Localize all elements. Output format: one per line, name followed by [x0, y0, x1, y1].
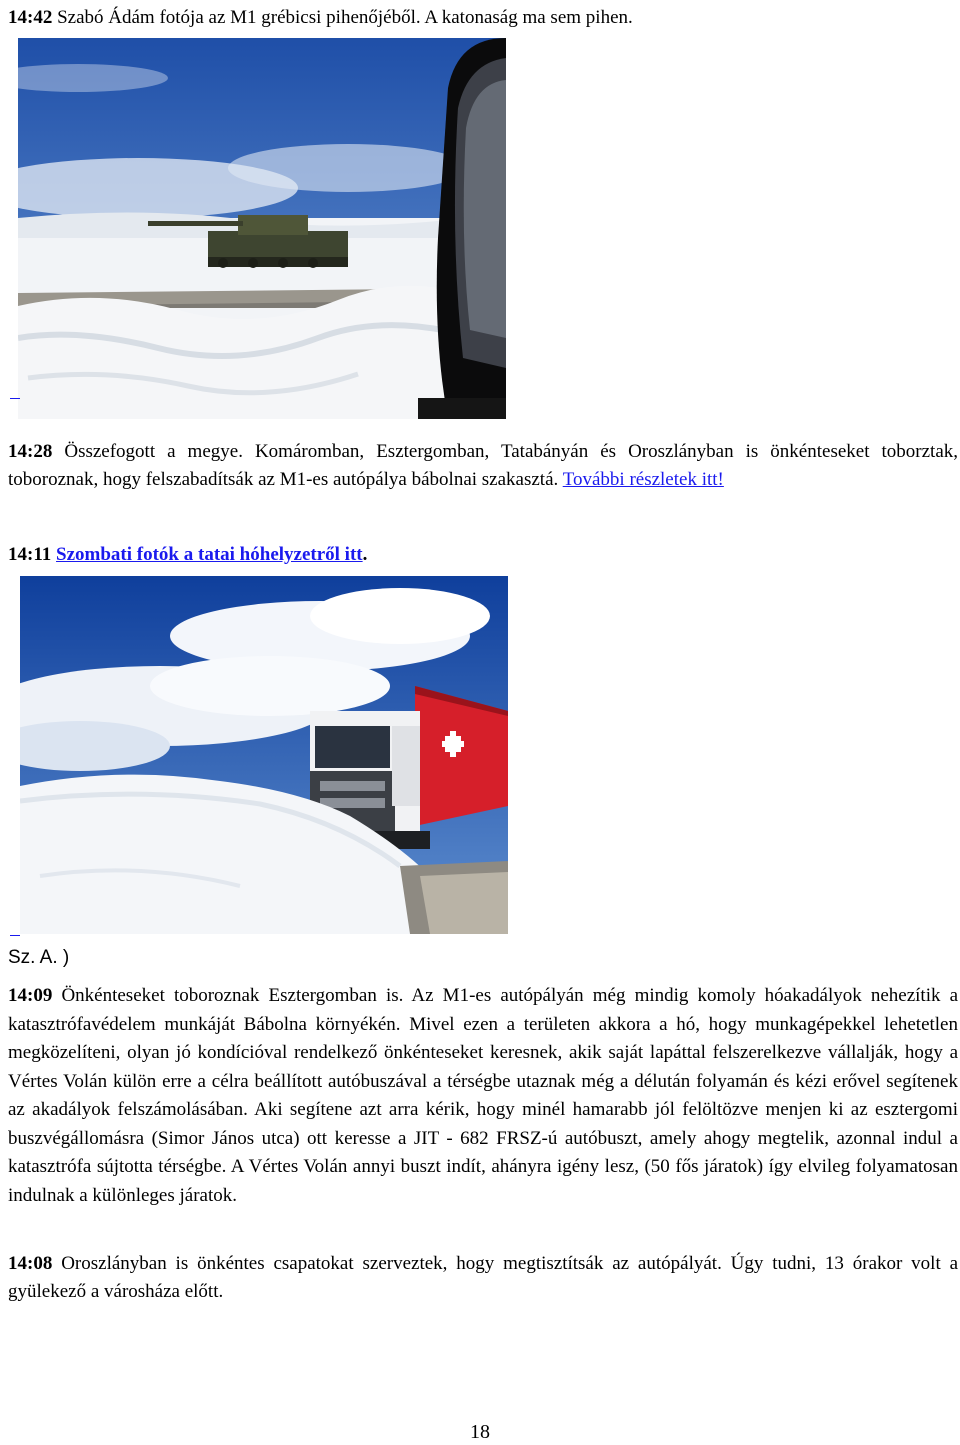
entry-1411: 14:11 Szombati fotók a tatai hóhelyzetről itt.	[8, 544, 368, 565]
entry-1442	[8, 5, 633, 31]
entry-1408	[8, 1250, 958, 1306]
entry-1428	[8, 438, 958, 494]
entry-time: 14:09	[8, 985, 53, 1006]
image-link-underline	[10, 398, 20, 399]
entry-text: Önkénteseket toboroznak Esztergomban is. Az M1-es autópályán még mindig komoly hóakadályok nehezítik a katasztrófavédelem munkáját Bábolna környékén. Mivel ezen a területen akkora a hó, hogy munkagépekkel lehetetlen megközelíteni, olyan jó kondícióval rendelkező önkénteseket keresnek, akik saját lapáttal felszerelkezve vállalják, hogy a Vértes Volán külön erre a célra beállított autóbuszával a térségbe utaznak még a délután folyamán és kézi erővel segítenek az akadályok felszámolásában. Aki segítene azt arra kérik, hogy minél hamarabb jól felöltözve menjen ki az esztergomi buszvégállomásra (Simor János utca) ott keresse a JIT - 682 FRSZ-ú autóbuszt, amely ahogy megtelik, azonnal indul a katasztrófa sújtotta térségbe. A Vértes Volán annyi buszt indít, ahányra igény lesz, (50 fős járatok) így elvileg folyamatosan indulnak a különleges járatok.	[8, 985, 959, 1206]
entry-text: Összefogott a megye. Komáromban, Esztergomban, Tatabányán és Oroszlányban is önkénteseket toborztak, toboroznak, hogy felszabadítsák az M1-es autópálya bábolnai szakasztá.	[8, 441, 958, 490]
entry-text: Szabó Ádám fotója az M1 grébicsi pihenőjéből. A katonaság ma sem pihen.	[57, 7, 633, 28]
truck-photo	[20, 576, 508, 934]
entry-time: 14:42	[8, 7, 53, 28]
photo-caption-cont: Sz. A. )	[8, 947, 70, 968]
tank-photo	[18, 38, 506, 419]
entry-text: Oroszlányban is önkéntes csapatokat szerveztek, hogy megtisztítsák az autópályát. Úgy tudni, 13 órakor volt a gyülekező a városháza előtt.	[8, 1253, 959, 1302]
saturday-photos-link[interactable]: Szombati fotók a tatai hóhelyzetről itt	[56, 544, 363, 565]
entry-time: 14:28	[8, 441, 53, 462]
entry-time: 14:11	[8, 544, 52, 565]
details-link[interactable]: További részletek itt!	[562, 469, 724, 490]
image-link-underline	[10, 935, 20, 936]
entry-time: 14:08	[8, 1253, 53, 1274]
page-number: 18	[470, 1421, 490, 1443]
entry-1409	[8, 982, 958, 1210]
